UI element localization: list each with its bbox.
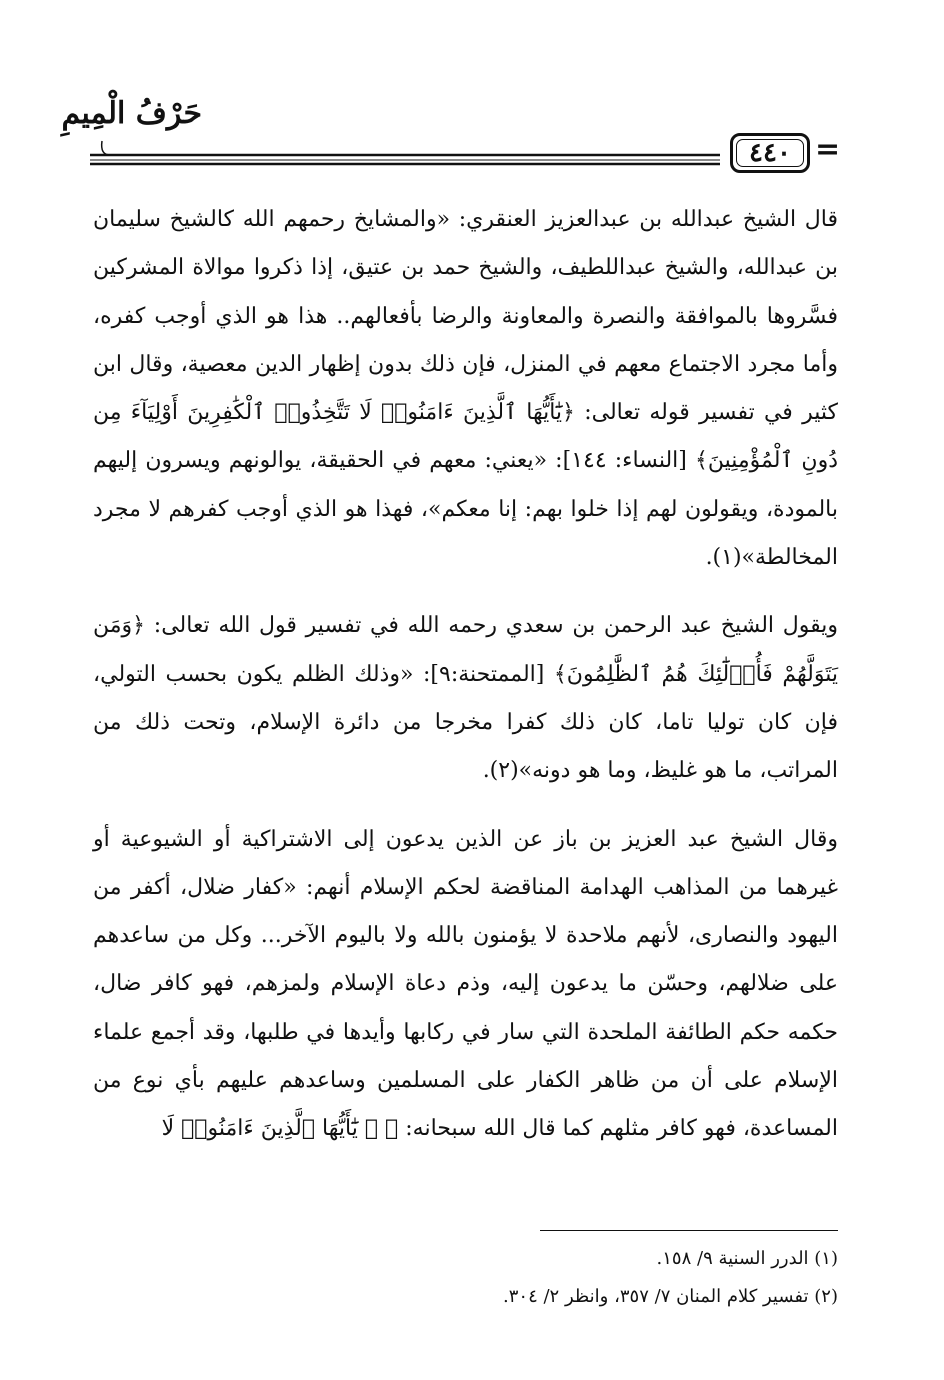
page-number-box: [730, 133, 810, 173]
paragraph: وقال الشيخ عبد العزيز بن باز عن الذين يدعون إلى الاشتراكية أو الشيوعية أو غيرهما من المذاهب الهدامة المناقضة لحكم الإسلام أنهم: «كفار ضلال، أكفر من اليهود والنصارى، لأنهم ملاحدة لا يؤمنون بالله ولا باليوم الآخر... وكل من ساعدهم على ضلالهم، وحسّن ما يدعون إليه، وذم دعاة الإسلام ولمزهم، فهو كافر ضال، حكمه حكم الطائفة الملحدة التي سار في ركابها وأيدها في طلبها، وقد أجمع علماء الإسلام على أن من ظاهر الكفار على المسلمين وساعدهم عليهم بأي نوع من المساعدة، فهو كافر مثلهم كما قال الله سبحانه: ﴿ ۞ يَٰٓأَيُّهَا ٱلَّذِينَ ءَامَنُوا۟ لَا: [93, 826, 838, 1142]
chapter-title: حَرْفُ الْمِيمِ: [61, 96, 202, 131]
footnote-divider: [540, 1230, 838, 1231]
body-text: [93, 196, 838, 1154]
footnotes: [93, 1240, 838, 1316]
page-number: ٤٤٠: [749, 138, 791, 168]
paragraph: ويقول الشيخ عبد الرحمن بن سعدي رحمه الله في تفسير قول الله تعالى: ﴿وَمَن يَتَوَلَّهُمْ فَأُو۟لَٰٓئِكَ هُمُ ٱلظَّٰلِمُونَ﴾ [الممتحنة:٩]: «وذلك الظلم يكون بحسب التولي، فإن كان توليا تاما، كان ذلك كفرا مخرجا من دائرة الإسلام، وتحت ذلك من المراتب، ما هو غليظ، وما هو دونه»(٢).: [93, 613, 838, 784]
paragraph: قال الشيخ عبدالله بن عبدالعزيز العنقري: «والمشايخ رحمهم الله كالشيخ سليمان بن عبدالله، والشيخ عبداللطيف، والشيخ حمد بن عتيق، إذا ذكروا موالاة المشركين فسَّروها بالموافقة والنصرة والمعاونة والرضا بأفعالهم.. هذا هو الذي أوجب كفره، وأما مجرد الاجتماع معهم في المنزل، فإن ذلك بدون إظهار الدين معصية، وقال ابن كثير في تفسير قوله تعالى: ﴿يَٰٓأَيُّهَا ٱلَّذِينَ ءَامَنُوا۟ لَا تَتَّخِذُوا۟ ٱلْكَٰفِرِينَ أَوْلِيَآءَ مِن دُونِ ٱلْمُؤْمِنِينَ﴾ [النساء: ١٤٤]: «يعني: معهم في الحقيقة، يوالونهم ويسرون إليهم بالمودة، ويقولون لهم إذا خلوا بهم: إنا معكم»، فهذا هو الذي أوجب كفرهم لا مجرد المخالطة»(١).: [93, 207, 838, 571]
footnote: (٢) تفسير كلام المنان ٧/ ٣٥٧، وانظر ٢/ ٣٠٤.: [503, 1286, 838, 1307]
header-rule: [90, 131, 720, 169]
footnote: (١) الدرر السنية ٩/ ١٥٨.: [656, 1248, 838, 1269]
header-mark: =: [815, 132, 841, 167]
